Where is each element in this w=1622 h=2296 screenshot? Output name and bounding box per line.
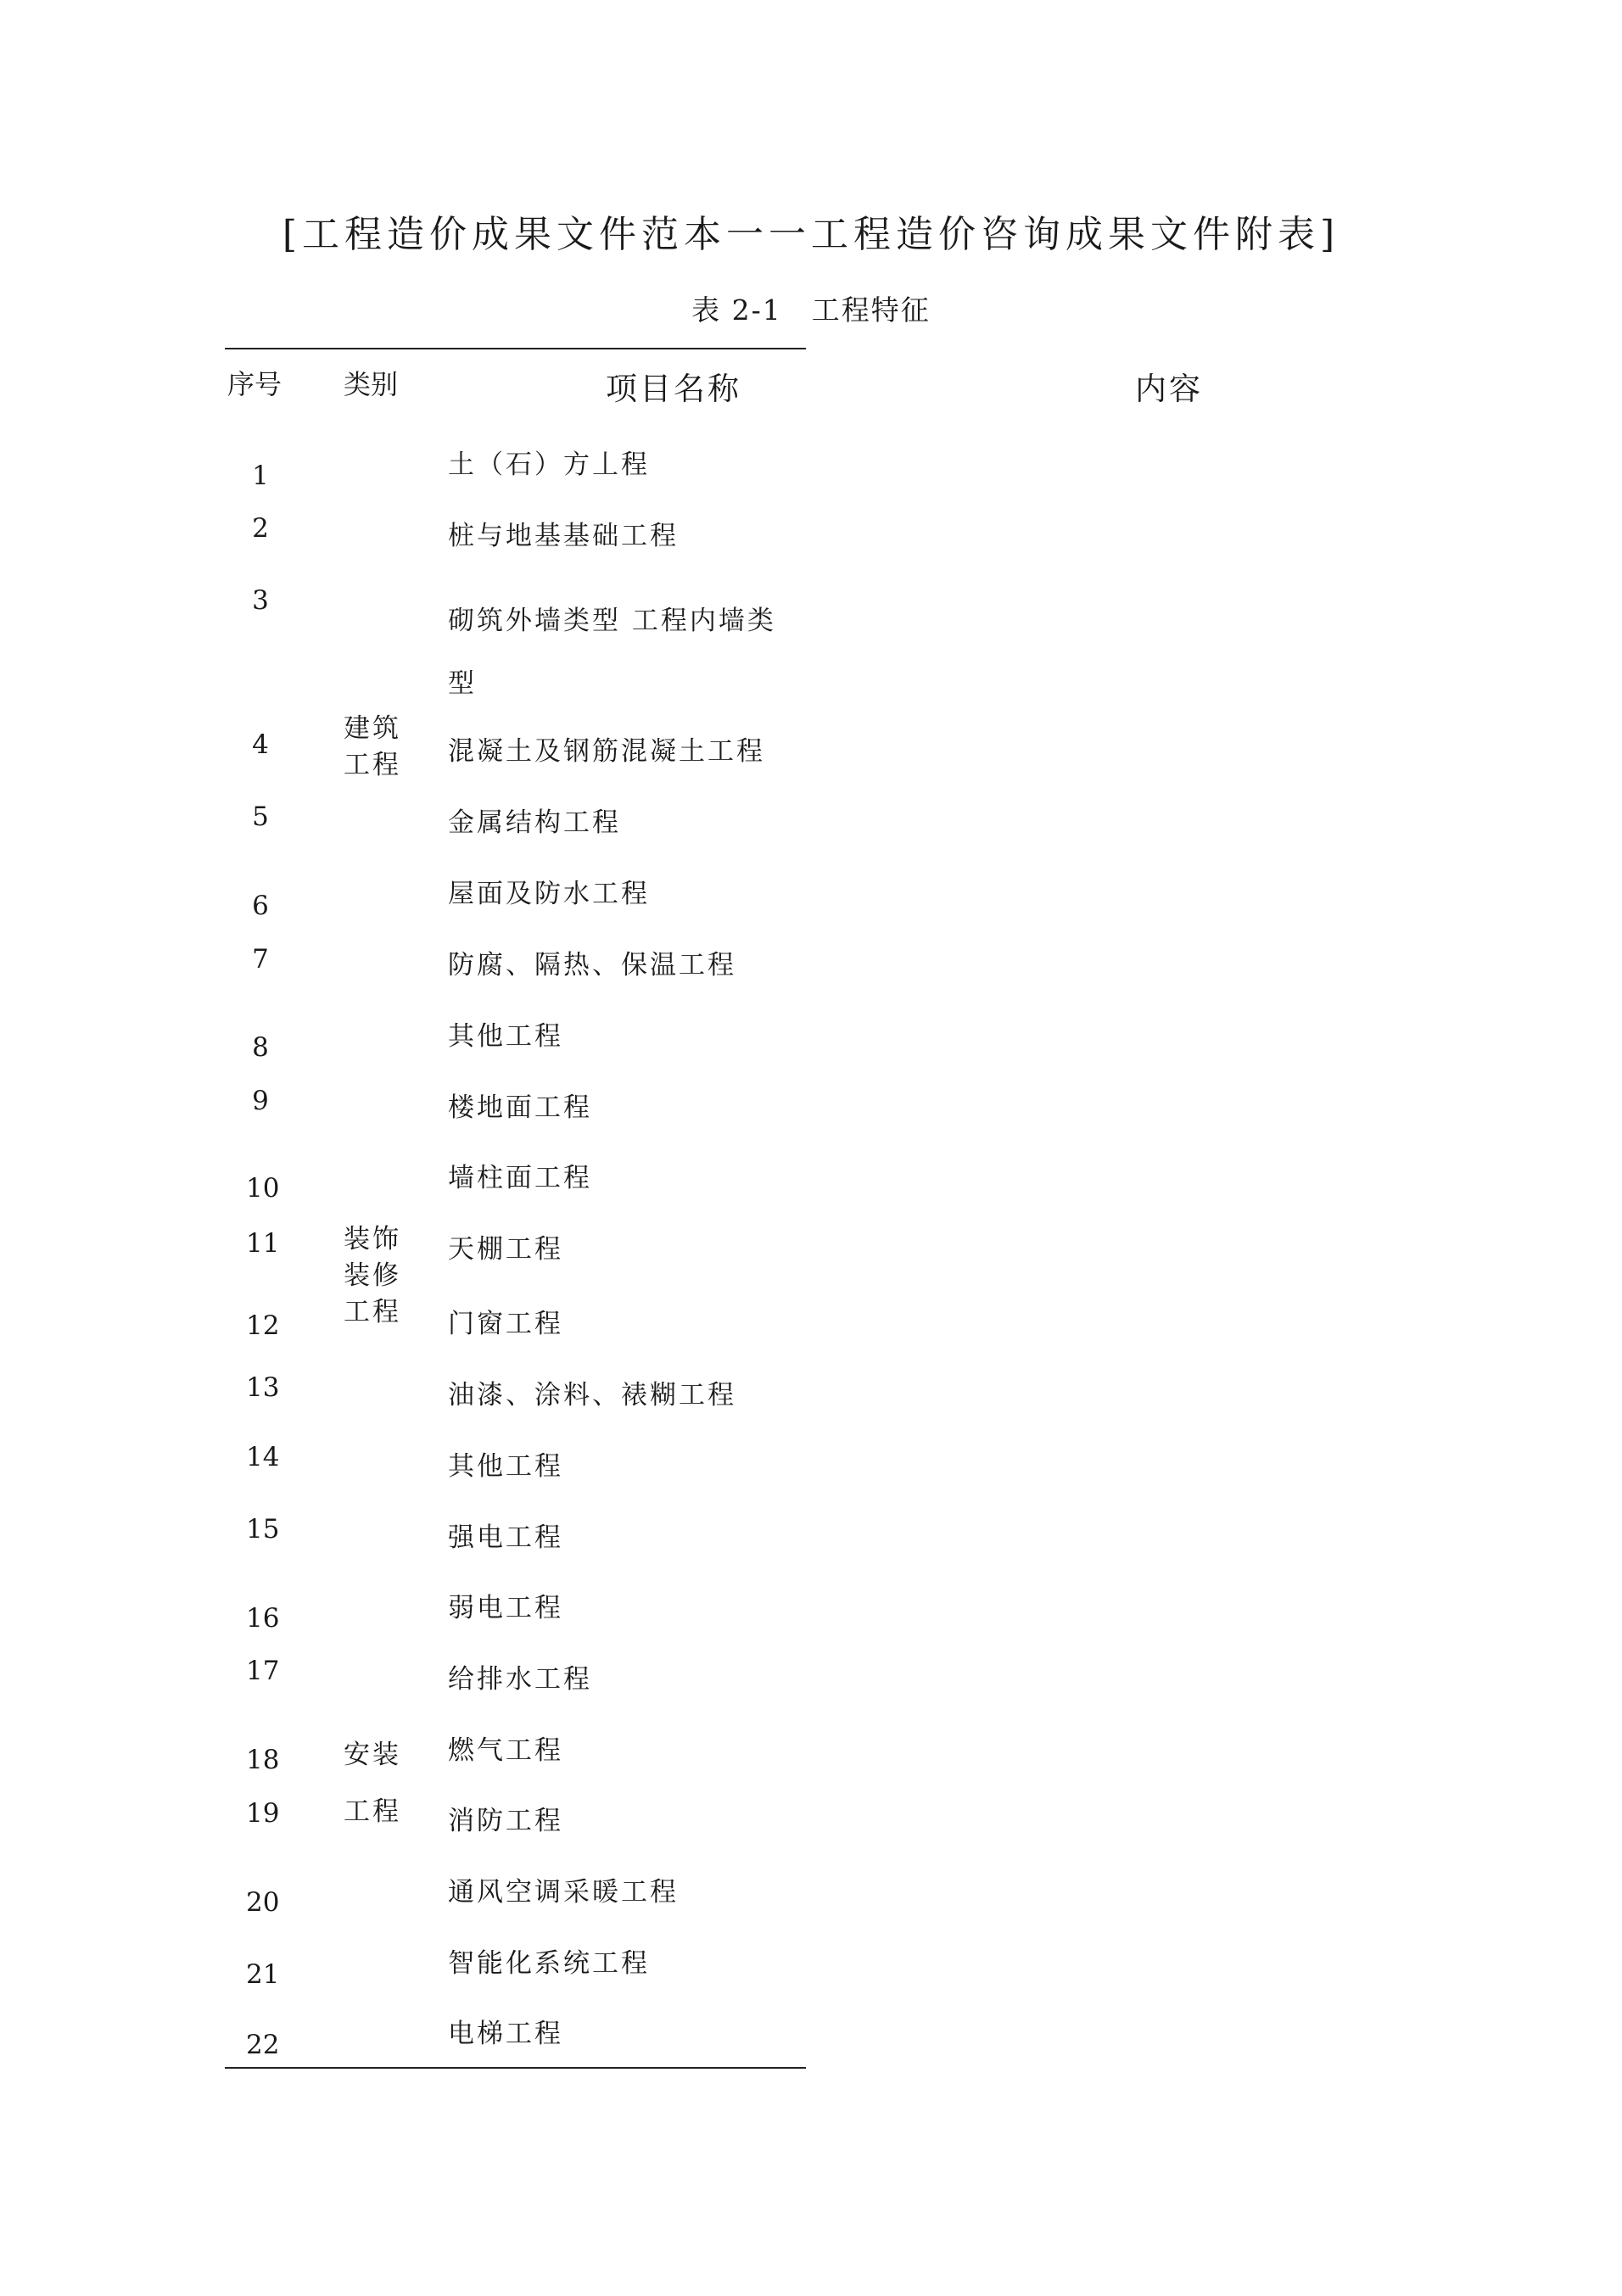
header-name: 项目名称: [606, 371, 741, 407]
row-number: 18: [246, 1745, 280, 1775]
row-number: 15: [246, 1514, 280, 1545]
row-number: 21: [246, 1959, 280, 1990]
category-building: [344, 711, 401, 784]
table-caption: 表 2-1 工程特征: [691, 293, 931, 327]
row-number: 14: [246, 1442, 280, 1472]
category-line: 工程: [344, 750, 401, 780]
row-number: 8: [252, 1032, 269, 1063]
row-number: 11: [246, 1228, 280, 1259]
row-number: 7: [252, 944, 269, 975]
row-number: 22: [246, 2030, 280, 2060]
row-number: 5: [252, 802, 269, 832]
header-category: 类别: [344, 368, 399, 400]
row-number: 4: [252, 729, 269, 760]
item-name: 油漆、涂料、裱糊工程: [448, 1380, 736, 1411]
item-name: 金属结构工程: [448, 807, 621, 838]
item-name: 给排水工程: [448, 1664, 592, 1695]
category-line: 装饰: [344, 1224, 401, 1254]
row-number: 9: [252, 1086, 269, 1116]
row-number: 17: [246, 1656, 280, 1686]
category-line: 建筑: [344, 713, 401, 744]
header-content: 内容: [1135, 371, 1203, 407]
item-name: 砌筑外墙类型 工程内墙类: [448, 606, 776, 636]
row-number: 12: [246, 1310, 280, 1341]
row-number: 13: [246, 1372, 280, 1403]
item-name: 桩与地基基础工程: [448, 521, 679, 551]
item-name: 通风空调采暖工程: [448, 1877, 679, 1908]
item-name: 墙柱面工程: [448, 1163, 592, 1193]
item-name: 智能化系统工程: [448, 1948, 650, 1979]
item-name: 强电工程: [448, 1522, 563, 1553]
row-number: 3: [252, 585, 269, 616]
category-line: 装修: [344, 1260, 401, 1291]
item-name: 电梯工程: [448, 2019, 563, 2049]
category-installation-line1: 安装: [344, 1740, 401, 1770]
row-number: 16: [246, 1603, 280, 1634]
table-top-rule: [225, 348, 806, 349]
item-name: 门窗工程: [448, 1309, 563, 1339]
item-name: 消防工程: [448, 1806, 563, 1836]
category-installation-line2: 工程: [344, 1796, 401, 1827]
document-title: [工程造价成果文件范本一一工程造价咨询成果文件附表]: [282, 213, 1340, 256]
item-name: 楼地面工程: [448, 1092, 592, 1123]
item-name: 其他工程: [448, 1451, 563, 1482]
row-number: 2: [252, 513, 269, 544]
header-seq: 序号: [227, 368, 282, 400]
row-number: 6: [252, 891, 269, 921]
item-name: 天棚工程: [448, 1234, 563, 1265]
item-name: 其他工程: [448, 1021, 563, 1052]
row-number: 20: [246, 1887, 280, 1918]
row-number: 10: [246, 1173, 280, 1204]
item-name: 防腐、隔热、保温工程: [448, 950, 736, 980]
category-decoration: [344, 1221, 401, 1331]
item-name: 燃气工程: [448, 1735, 563, 1766]
item-name: 混凝土及钢筋混凝土工程: [448, 736, 765, 767]
table-bottom-rule: [225, 2067, 806, 2069]
row-number: 19: [246, 1798, 280, 1829]
row-number: 1: [252, 461, 269, 491]
item-name: 屋面及防水工程: [448, 879, 650, 909]
item-name-continuation: 型: [448, 668, 477, 699]
item-name: 弱电工程: [448, 1593, 563, 1623]
item-name: 土（石）方丄程: [448, 450, 650, 480]
category-line: 工程: [344, 1297, 401, 1327]
